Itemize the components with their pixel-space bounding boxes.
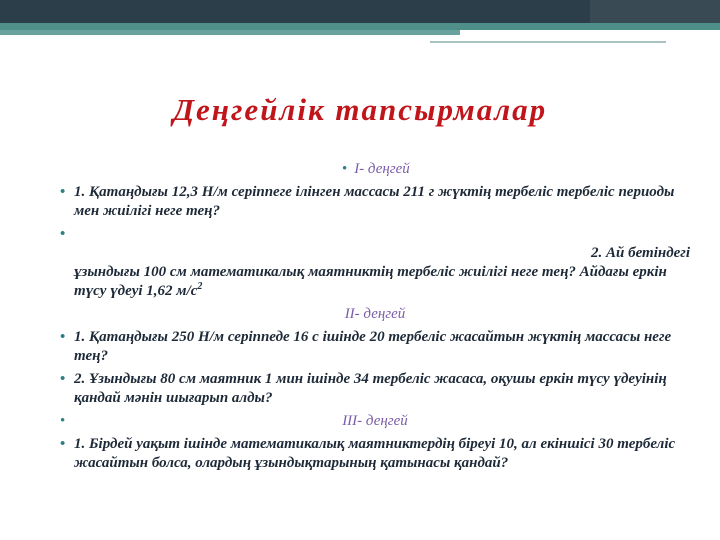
- bullet-icon: •: [60, 436, 66, 452]
- task-text: 1. Бірдей уақыт ішінде математикалық маятниктердің біреуі 10, ал екіншісі 30 тербеліс жасайтын болса, олардың ұзындықтарының қатынасы қандай?: [74, 436, 676, 471]
- level-heading-3: [60, 412, 690, 431]
- level-heading-2: [60, 305, 690, 324]
- task-list: [60, 160, 690, 477]
- header-stripe-secondary: [0, 30, 460, 35]
- list-item: [60, 435, 690, 473]
- level-label: І- деңгей: [354, 161, 410, 177]
- header-stripe: [0, 23, 720, 30]
- list-item: [60, 370, 690, 408]
- bullet-icon: •: [60, 184, 66, 200]
- task-text: ұзындығы 100 см математикалық маятниктің тербеліс жиілігі неге тең? Айдағы еркін түсу үдеуі 1,62 $м/с^2$: [74, 264, 667, 299]
- list-item: [60, 328, 690, 366]
- decorative-line: [430, 41, 666, 43]
- task-text: 2. Ұзындығы 80 см маятник 1 мин ішінде 34 тербеліс жасаса, оқушы еркін түсу үдеуінің қандай мәнін шығарып алды?: [74, 371, 667, 406]
- task-text: 1. Қатаңдығы 250 Н/м серіппеде 16 с ішінде 20 тербеліс жасайтын жүктің массасы неге тең?: [74, 329, 672, 364]
- level-heading-1: [60, 160, 690, 179]
- bullet-icon: •: [60, 226, 66, 242]
- task-text-lead: 2. Ай бетіндегі: [590, 245, 690, 261]
- header-accent-block: [590, 0, 720, 23]
- list-item: [60, 183, 690, 221]
- level-label: ІІІ- деңгей: [342, 413, 408, 429]
- bullet-icon: •: [60, 371, 66, 387]
- slide-title: Деңгейлік тапсырмалар: [172, 92, 548, 127]
- bullet-icon: •: [342, 161, 348, 177]
- task-text: 1. Қатаңдығы 12,3 Н/м серіппеге ілінген массасы 211 г жүктің тербеліс тербеліс периоды мен жиілігі неге тең?: [74, 184, 675, 219]
- superscript: 2: [197, 281, 203, 292]
- level-label: ІІ- деңгей: [344, 306, 406, 322]
- bullet-icon: •: [60, 329, 66, 345]
- list-item: [60, 225, 690, 301]
- bullet-icon: •: [60, 413, 66, 429]
